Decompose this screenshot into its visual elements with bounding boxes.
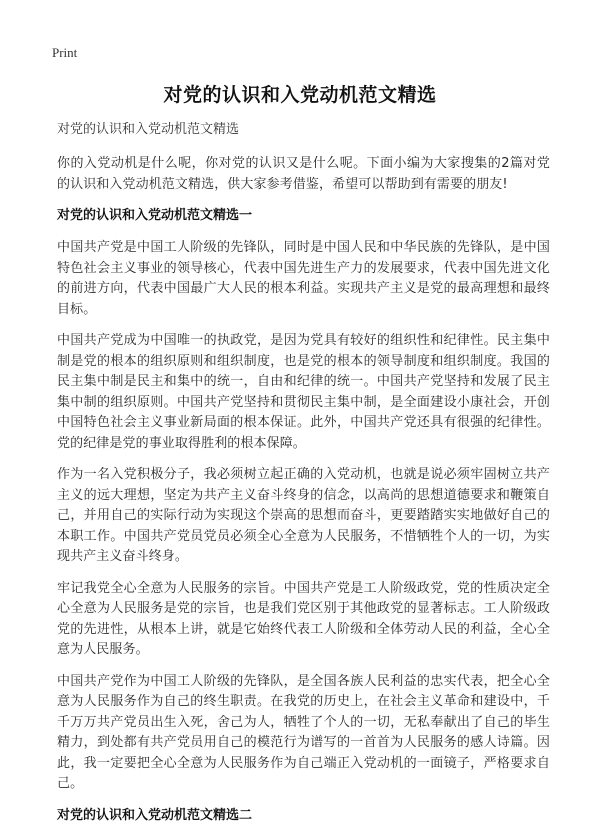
section-heading-1: 对党的认识和入党动机范文精选一 bbox=[57, 208, 253, 223]
section-1-paragraph: 中国共产党是中国工人阶级的先锋队，同时是中国人民和中华民族的先锋队，是中国特色社会主义事业的领导核心，代表中国先进生产力的发展要求，代表中国先进文化的前进方向，代表中国最广大人民的根本利益。实现共产主义是党的最高理想和最终目标。 bbox=[57, 240, 550, 317]
section-heading-2: 对党的认识和入党动机范文精选二 bbox=[57, 807, 253, 823]
page-title: 对党的认识和入党动机范文精选 bbox=[163, 84, 437, 106]
section-1-paragraph: 作为一名入党积极分子，我必须树立起正确的入党动机，也就是说必须牢固树立共产主义的远大理想，坚定为共产主义奋斗终身的信念，以高尚的思想道德要求和鞭策自己，并用自己的实际行动为实现这个崇高的思想而奋斗，更要踏踏实实地做好自己的本职工作。中国共产党员党员必须全心全意为人民服务，不惜牺牲个人的一切，为实现共产主义奋斗终身。 bbox=[57, 467, 550, 564]
section-1-paragraph: 中国共产党成为中国唯一的执政党，是因为党具有较好的组织性和纪律性。民主集中制是党的根本的组织原则和组织制度，也是党的根本的领导制度和组织制度。我国的民主集中制是民主和集中的统一，自由和纪律的统一。中国共产党坚持和发展了民主集中制的组织原则。中国共产党坚持和贯彻民主集中制，是全面建设小康社会，开创中国特色社会主义事业新局面的根本保证。此外，中国共产党还具有很强的纪律性。党的纪律是党的事业取得胜利的根本保障。 bbox=[57, 333, 550, 451]
print-link[interactable]: Print bbox=[52, 45, 78, 60]
document-subtitle: 对党的认识和入党动机范文精选 bbox=[57, 122, 240, 137]
intro-paragraph: 你的入党动机是什么呢，你对党的认识又是什么呢。下面小编为大家搜集的2篇对党的认识和入党动机范文精选，供大家参考借鉴，希望可以帮助到有需要的朋友! bbox=[57, 156, 550, 192]
document-body bbox=[57, 120, 550, 838]
section-1-paragraph: 牢记我党全心全意为人民服务的宗旨。中国共产党是工人阶级政党，党的性质决定全心全意为人民服务是党的宗旨，也是我们党区别于其他政党的显著标志。工人阶级政党的先进性，从根本上讲，就是它始终代表工人阶级和全体劳动人民的利益，全心全意为人民服务。 bbox=[57, 580, 550, 657]
section-1-paragraph: 中国共产党作为中国工人阶级的先锋队，是全国各族人民利益的忠实代表，把全心全意为人民服务作为自己的终生职责。在我党的历史上，在社会主义革命和建设中，千千万万共产党员出生入死，舍己为人，牺牲了个人的一切，无私奉献出了自己的毕生精力，到处都有共产党员用自己的模范行为谱写的一首首为人民服务的感人诗篇。因此，我一定要把全心全意为人民服务作为自己端正入党动机的一面镜子，严格要求自己。 bbox=[57, 673, 550, 791]
